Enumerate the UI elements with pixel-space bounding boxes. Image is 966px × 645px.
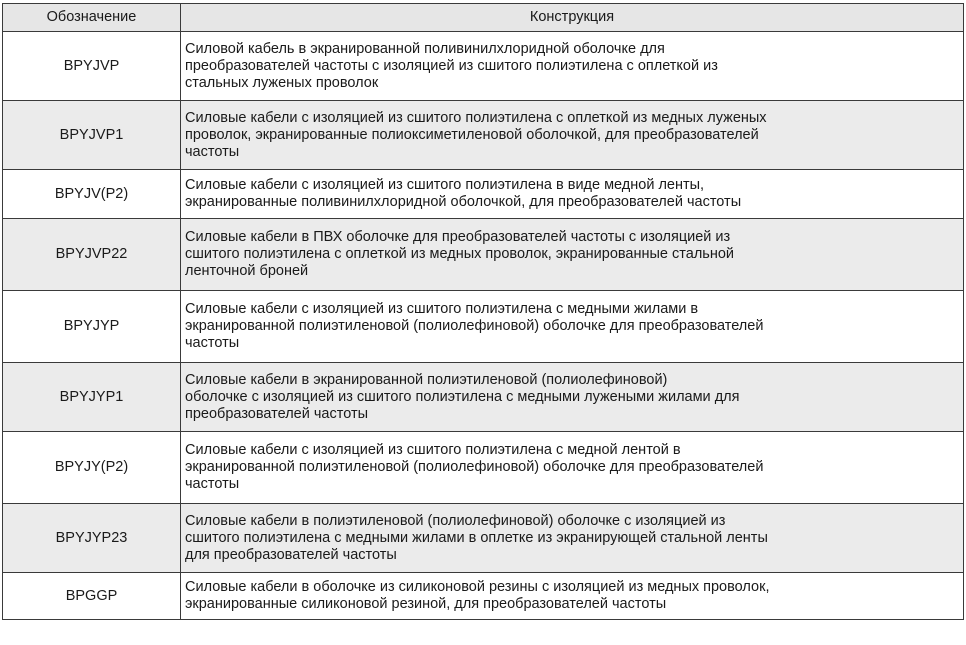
header-construction: Конструкция bbox=[181, 4, 964, 32]
header-row bbox=[3, 4, 964, 32]
cable-construction bbox=[181, 291, 964, 363]
cable-code: BPGGP bbox=[3, 573, 181, 620]
cable-construction bbox=[181, 219, 964, 291]
cable-construction bbox=[181, 432, 964, 504]
construction-line: Силовые кабели в полиэтиленовой (полиолефиновой) оболочке с изоляцией из bbox=[185, 512, 726, 529]
cable-construction bbox=[181, 504, 964, 573]
construction-line: Силовые кабели в экранированной полиэтиленовой (полиолефиновой) bbox=[185, 371, 668, 388]
table-row bbox=[3, 363, 964, 432]
cable-designation-table bbox=[2, 3, 964, 620]
construction-line: Силовые кабели в ПВХ оболочке для преобразователей частоты с изоляцией из bbox=[185, 229, 731, 245]
cable-code: BPYJVP1 bbox=[3, 101, 181, 170]
construction-line: частоты bbox=[185, 335, 240, 351]
construction-line: частоты bbox=[185, 476, 240, 492]
cable-construction bbox=[181, 363, 964, 432]
construction-line: преобразователей частоты bbox=[185, 405, 369, 422]
table-row bbox=[3, 291, 964, 363]
construction-line: экранированные поливинилхлоридной оболочкой, для преобразователей частоты bbox=[185, 194, 742, 210]
cable-construction bbox=[181, 573, 964, 620]
construction-line: Силовые кабели с изоляцией из сшитого полиэтилена с оплеткой из медных луженых bbox=[185, 109, 767, 126]
construction-line: Силовые кабели в оболочке из силиконовой резины с изоляцией из медных проволок, bbox=[185, 579, 770, 595]
construction-line: сшитого полиэтилена с медными жилами в оплетке из экранирующей стальной ленты bbox=[185, 529, 768, 546]
cable-code: BPYJVP22 bbox=[3, 219, 181, 291]
cable-construction bbox=[181, 32, 964, 101]
table-row bbox=[3, 504, 964, 573]
construction-line: Силовой кабель в экранированной поливинилхлоридной оболочке для bbox=[185, 40, 665, 57]
table-row bbox=[3, 101, 964, 170]
header-designation: Обозначение bbox=[3, 4, 181, 32]
construction-line: Силовые кабели с изоляцией из сшитого полиэтилена с медной лентой в bbox=[185, 442, 681, 458]
table-row bbox=[3, 219, 964, 291]
construction-line: преобразователей частоты с изоляцией из сшитого полиэтилена с оплеткой из bbox=[185, 57, 718, 74]
cable-code: BPYJY(P2) bbox=[3, 432, 181, 504]
table-row bbox=[3, 170, 964, 219]
cable-construction bbox=[181, 170, 964, 219]
cable-code: BPYJYP1 bbox=[3, 363, 181, 432]
table-row bbox=[3, 573, 964, 620]
cable-code: BPYJYP23 bbox=[3, 504, 181, 573]
construction-line: сшитого полиэтилена с оплеткой из медных проволок, экранированные стальной bbox=[185, 246, 735, 262]
table-row bbox=[3, 32, 964, 101]
cable-code: BPYJYP bbox=[3, 291, 181, 363]
construction-line: оболочке с изоляцией из сшитого полиэтилена с медными лужеными жилами для bbox=[185, 388, 740, 405]
construction-line: частоты bbox=[185, 143, 240, 160]
construction-line: экранированные силиконовой резиной, для преобразователей частоты bbox=[185, 596, 667, 612]
construction-line: стальных луженых проволок bbox=[185, 74, 379, 91]
cable-construction bbox=[181, 101, 964, 170]
construction-line: экранированной полиэтиленовой (полиолефиновой) оболочке для преобразователей bbox=[185, 318, 764, 334]
construction-line: Силовые кабели с изоляцией из сшитого полиэтилена с медными жилами в bbox=[185, 301, 699, 317]
construction-line: проволок, экранированные полиоксиметиленовой оболочкой, для преобразователей bbox=[185, 126, 759, 143]
cable-code: BPYJVP bbox=[3, 32, 181, 101]
construction-line: для преобразователей частоты bbox=[185, 546, 397, 563]
construction-line: Силовые кабели с изоляцией из сшитого полиэтилена в виде медной ленты, bbox=[185, 177, 705, 193]
construction-line: ленточной броней bbox=[185, 263, 309, 279]
table-row bbox=[3, 432, 964, 504]
cable-code: BPYJV(P2) bbox=[3, 170, 181, 219]
construction-line: экранированной полиэтиленовой (полиолефиновой) оболочке для преобразователей bbox=[185, 459, 764, 475]
